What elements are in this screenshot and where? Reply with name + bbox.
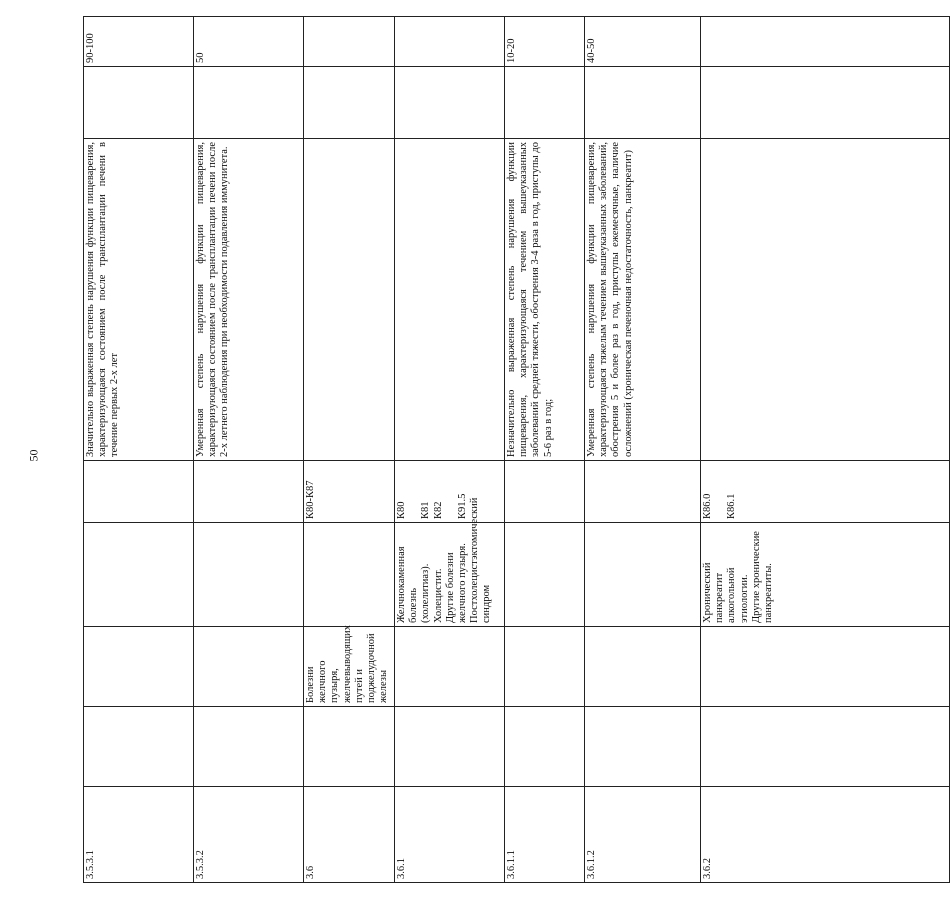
disease-cell — [304, 523, 395, 627]
group-cell — [194, 627, 304, 707]
mkb-code: К82 — [432, 501, 444, 519]
description-cell — [304, 139, 395, 461]
mkb-code: К81 — [420, 501, 432, 519]
empty-cell — [194, 707, 304, 787]
disease-line: Желчнокаменная болезнь (холелитиаз). — [396, 546, 432, 623]
group-cell — [701, 627, 950, 707]
percent-cell: 90-100 — [84, 17, 194, 67]
group-cell — [84, 627, 194, 707]
code-cell: 3.6.2 — [701, 787, 950, 883]
mkb-code-cell — [194, 461, 304, 523]
mkb-code-cell — [304, 461, 395, 523]
table-row — [585, 17, 701, 883]
empty-cell — [395, 67, 505, 139]
empty-cell — [84, 67, 194, 139]
mkb-code: К80-К87 — [305, 480, 316, 519]
mkb-code: К91.5 — [457, 493, 469, 519]
table-row — [194, 17, 304, 883]
code-cell: 3.6.1.2 — [585, 787, 701, 883]
disease-cell — [84, 523, 194, 627]
percent-cell: 40-50 — [585, 17, 701, 67]
description-cell: Незначительно выраженная степень нарушения функции пищеварения, характеризующаяся течением вышеуказанных заболеваний средней тяжести, обострения 3-4 раза в год, приступы до 5-6 раз в год; — [505, 139, 585, 461]
code-cell: 3.5.3.1 — [84, 787, 194, 883]
mkb-code: К80 — [396, 501, 407, 519]
mkb-code — [408, 464, 420, 519]
description-cell — [701, 139, 950, 461]
percent-cell — [304, 17, 395, 67]
code-cell: 3.5.3.2 — [194, 787, 304, 883]
disease-line: Другие болезни желчного пузыря. — [444, 543, 469, 623]
mkb-code-cell — [701, 461, 950, 523]
rotated-table-container — [83, 17, 775, 883]
empty-cell — [701, 67, 950, 139]
disease-line: Хронический панкреатит алкогольной этиологии. — [702, 562, 750, 623]
mkb-code: К86.0 — [702, 493, 713, 519]
disease-line: Холецистит. — [432, 568, 444, 623]
table-row — [505, 17, 585, 883]
page-number: 50 — [26, 449, 41, 462]
disease-cell — [505, 523, 585, 627]
group-cell — [395, 627, 505, 707]
code-cell: 3.6.1.1 — [505, 787, 585, 883]
mkb-code: К86.1 — [726, 493, 738, 519]
description-cell — [395, 139, 505, 461]
disease-line: Постхолецистэктомический синдром — [469, 497, 493, 623]
empty-cell — [585, 707, 701, 787]
empty-cell — [304, 67, 395, 139]
description-cell: Умеренная степень нарушения функции пищеварения, характеризующаяся состоянием после трансплантации печени после 2-х летнего наблюдения при необходимости подавления иммунитета. — [194, 139, 304, 461]
empty-cell — [505, 707, 585, 787]
table-row — [701, 17, 950, 883]
empty-cell — [84, 707, 194, 787]
disease-cell — [585, 523, 701, 627]
description-cell: Значительно выраженная степень нарушения функции пищеварения, характеризующаяся состоянием после трансплантации печени в течение первых 2-х лет — [84, 139, 194, 461]
mkb-code-cell — [84, 461, 194, 523]
percent-cell — [395, 17, 505, 67]
disease-cell — [194, 523, 304, 627]
empty-cell — [505, 67, 585, 139]
empty-cell — [585, 67, 701, 139]
empty-cell — [304, 707, 395, 787]
description-cell: Умеренная степень нарушения функции пищеварения, характеризующаяся тяжелым течением вышеуказанных заболеваний, обострения 5 и более раз в год, приступы ежемесячные, наличие осложнений (хроническая печеночная недостаточность, панкреатит) — [585, 139, 701, 461]
table-row — [84, 17, 194, 883]
group-cell — [585, 627, 701, 707]
empty-cell — [701, 707, 950, 787]
code-cell: 3.6 — [304, 787, 395, 883]
table-row — [395, 17, 505, 883]
percent-cell: 10-20 — [505, 17, 585, 67]
mkb-code — [445, 464, 457, 519]
code-cell: 3.6.1 — [395, 787, 505, 883]
mkb-code-cell — [585, 461, 701, 523]
percent-cell — [701, 17, 950, 67]
disability-criteria-table — [83, 16, 950, 883]
empty-cell — [194, 67, 304, 139]
disease-cell — [701, 523, 950, 627]
group-cell — [505, 627, 585, 707]
table-row — [304, 17, 395, 883]
mkb-code — [714, 464, 726, 519]
percent-cell: 50 — [194, 17, 304, 67]
group-cell: Болезни желчного пузыря, желчевыводящих путей и поджелудочной железы — [304, 627, 395, 707]
empty-cell — [395, 707, 505, 787]
mkb-code-cell — [505, 461, 585, 523]
disease-line: Другие хронические панкреатиты. — [750, 531, 775, 623]
mkb-code-cell — [395, 461, 505, 523]
